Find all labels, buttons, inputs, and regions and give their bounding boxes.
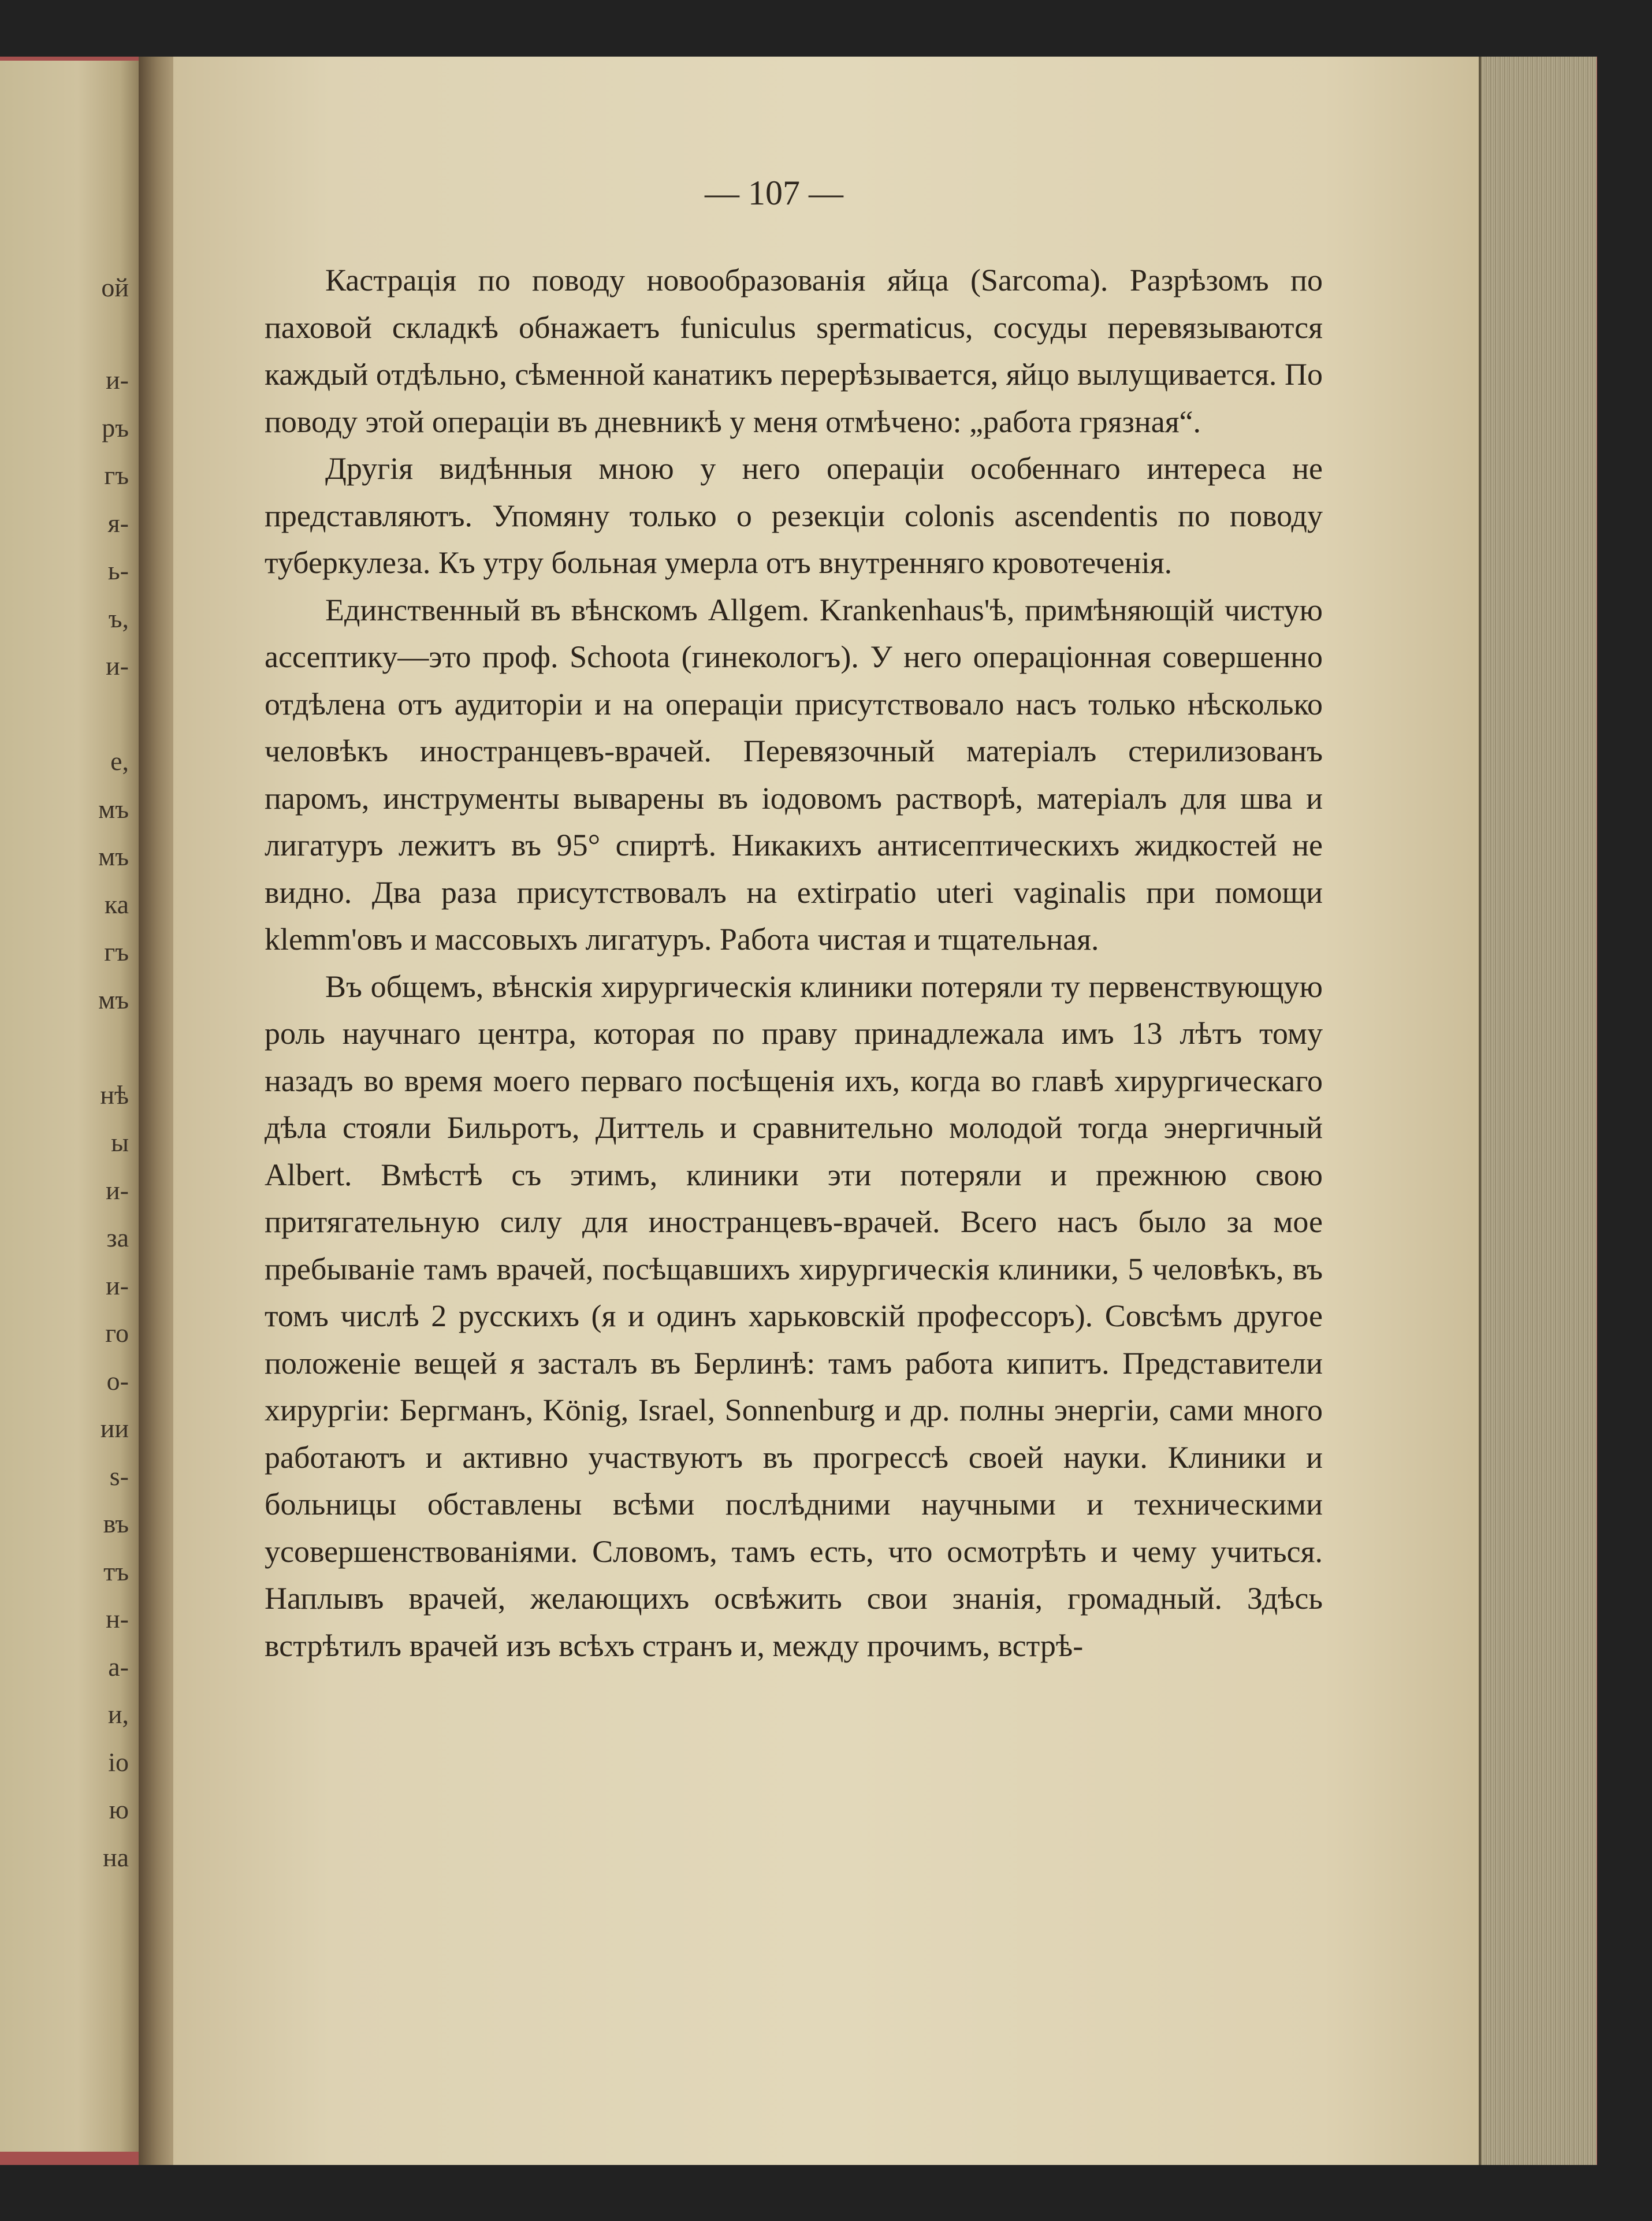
left-page-fragment: а- (108, 1652, 129, 1681)
left-page-fragment: ь- (107, 556, 129, 585)
left-page-fragment: и- (106, 1271, 129, 1300)
left-page-fragment: ръ (102, 413, 129, 442)
left-page-fragment: въ (103, 1509, 129, 1538)
left-page-fragment: ъ, (108, 604, 129, 633)
left-page-fragment: е, (110, 746, 129, 776)
left-page-fragment: ю (109, 1795, 129, 1824)
left-page-fragment: за (106, 1223, 129, 1252)
left-page-fragment: тъ (103, 1557, 129, 1586)
paragraph: Единственный въ вѣнскомъ Allgem. Krankenhaus'ѣ, примѣняющій чистую ассептику—это проф. Schoota (гинекологъ). У него операціонная совершенно отдѣлена отъ аудиторіи и на операціи присутствовало насъ только нѣсколько человѣкъ иностранцевъ-врачей. Перевязочный матеріалъ стерилизованъ паромъ, инструменты выварены въ іодовомъ растворѣ, матеріалъ для шва и лигатуръ лежитъ въ 95° спиртѣ. Никакихъ антисептическихъ жидкостей не видно. Два раза присутствовалъ на extirpatio uteri vaginalis при помощи klemm'овъ и массовыхъ лигатуръ. Работа чистая и тщательная. (265, 592, 1323, 957)
left-page-fragment: нѣ (100, 1080, 129, 1110)
page-text (265, 257, 1323, 1669)
left-page-fragment: мъ (98, 794, 129, 824)
left-page-fragment: и- (106, 1175, 129, 1205)
page-edges (1479, 57, 1597, 2165)
left-page-fragment: s- (109, 1461, 129, 1491)
left-page-fragment: и- (106, 651, 129, 680)
left-page-fragment: ы (111, 1128, 129, 1157)
left-page-fragment: ии (100, 1413, 129, 1443)
left-page-fragment: io (108, 1747, 129, 1777)
paragraph: Кастрація по поводу новообразованія яйца (Sarcoma). Разрѣзомъ по паховой складкѣ обнажаетъ funiculus spermaticus, сосуды перевязываются каждый отдѣльно, сѣменной канатикъ перерѣзывается, яйцо вылущивается. По поводу этой операціи въ дневникѣ у меня отмѣчено: „работа грязная“. (265, 263, 1323, 439)
left-page-fragment: ка (104, 890, 129, 919)
left-page-fragment: на (102, 1843, 129, 1872)
left-page-fragment: го (105, 1318, 129, 1348)
left-page-fragment: и, (107, 1699, 129, 1729)
paragraph: Другія видѣнныя мною у него операціи особеннаго интереса не представляютъ. Упомяну только о резекціи colonis ascendentis по поводу туберкулеза. Къ утру больная умерла отъ внутренняго кровотеченія. (265, 451, 1323, 580)
left-page-fragment: гъ (104, 460, 129, 490)
left-page-fragment: н- (106, 1604, 129, 1634)
left-page-fragment: гъ (104, 937, 129, 966)
left-page-fragment: я- (107, 508, 129, 538)
left-page-fragment: мъ (98, 985, 129, 1014)
left-page-fragment: мъ (98, 842, 129, 871)
left-page-fragment: и- (106, 365, 129, 395)
left-page-fragment: о- (106, 1366, 129, 1396)
left-page-fragment: ой (101, 273, 129, 302)
paragraph: Въ общемъ, вѣнскія хирургическія клиники потеряли ту первенствующую роль научнаго центра, которая по праву принадлежала имъ 13 лѣтъ тому назадъ во время моего перваго посѣщенія ихъ, когда во главѣ хирургическаго дѣла стояли Бильротъ, Диттель и сравнительно молодой тогда энергичный Albert. Вмѣстѣ съ этимъ, клиники эти потеряли и прежнюю свою притягательную силу для иностранцевъ-врачей. Всего насъ было за мое пребываніе тамъ врачей, посѣщавшихъ хирургическія клиники, 5 человѣкъ, въ томъ числѣ 2 русскихъ (я и одинъ харьковскій профессоръ). Совсѣмъ другое положеніе вещей я засталъ въ Берлинѣ: тамъ работа кипитъ. Представители хирургіи: Бергманъ, König, Israel, Sonnenburg и др. полны энергіи, сами много работаютъ и активно участвуютъ въ прогрессѣ своей науки. Клиники и больницы обставлены всѣми послѣдними научными и техническими усовершенствованіями. Словомъ, тамъ есть, что осмотрѣть и чему учиться. Наплывъ врачей, желающихъ освѣжить свои знанія, громадный. Здѣсь встрѣтилъ врачей изъ всѣхъ странъ и, между прочимъ, встрѣ- (265, 969, 1323, 1663)
page-number: — 107 — (705, 174, 843, 212)
left-page (0, 61, 142, 2152)
